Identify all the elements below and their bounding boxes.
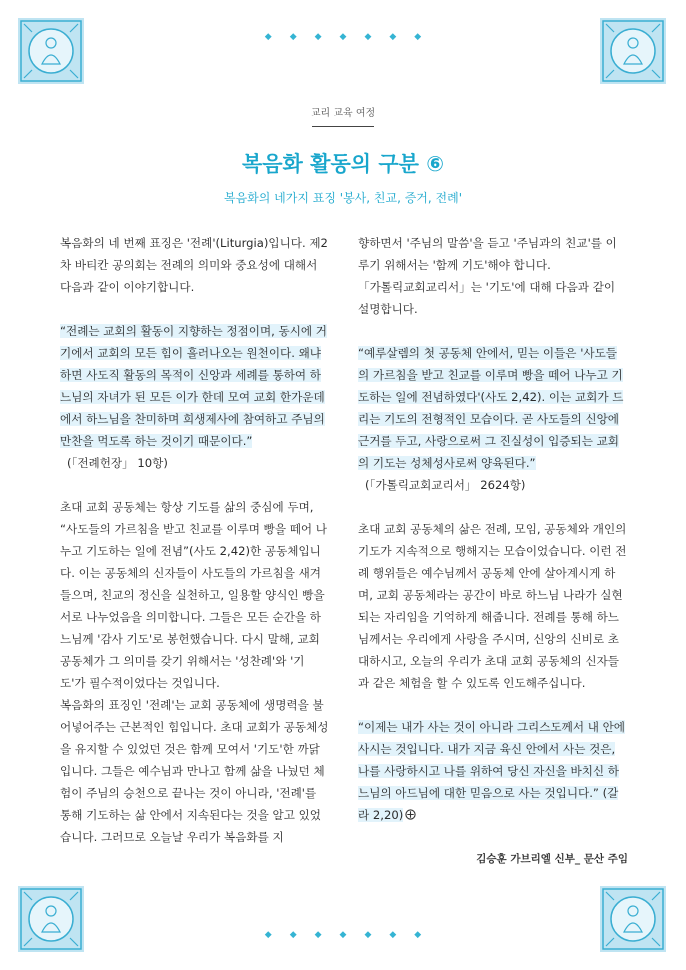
diamond-dot-icon: ◆: [414, 32, 422, 42]
top-dot-divider: [0, 32, 686, 42]
diamond-dot-icon: ◆: [264, 930, 272, 940]
paragraph: 복음화의 표징인 '전례'는 교회 공동체에 생명력을 불어넣어주는 근본적인 힘입니다. 초대 교회가 공동체성을 유지할 수 있었던 것은 함께 모여서 '기도'한 까닭입니다. 그들은 예수님과 만나고 함께 삶을 나눴던 체험이 주님의 승천으로 끝나는 것이 아니라, '전례'를 통해 기도하는 삶 안에서 지속된다는 것을 알고 있었습니다. 그러므로 오늘날 우리가 복음화를 지: [60, 698, 329, 844]
diamond-dot-icon: ◆: [314, 930, 322, 940]
cross-circle-icon: [405, 809, 416, 820]
author-byline: 김승훈 가브리엘 신부_ 문산 주임: [476, 853, 628, 865]
quote-text: “예루살렘의 첫 공동체 안에서, 믿는 이들은 '사도들의 가르침을 받고 친교를 이루며 빵을 떼어 나누고 기도하는 일에 전념하였다'(사도 2,42). 이는 교회가 드리는 기도의 전형적인 모습이다. 곧 사도들의 신앙에 근거를 두고, 사랑으로써 그 진실성이 입증되는 교회의 기도는 성체성사로써 양육된다.”: [358, 346, 624, 470]
left-column: [60, 232, 330, 848]
corner-ornament-top-left: [18, 18, 84, 84]
ornate-tile-icon: [18, 18, 84, 84]
diamond-dot-icon: ◆: [339, 930, 347, 940]
diamond-dot-icon: ◆: [364, 32, 372, 42]
diamond-dot-icon: ◆: [289, 32, 297, 42]
corner-ornament-bottom-right: [600, 886, 666, 952]
quote-text: “전례는 교회의 활동이 지향하는 정점이며, 동시에 거기에서 교회의 모든 힘이 흘러나오는 원천이다. 왜냐하면 사도직 활동의 목적이 신앙과 세례를 통하여 하느님의 자녀가 된 모든 이가 한데 모여 교회 한가운데에서 하느님을 찬미하며 희생제사에 참여하고 주님의 만찬을 먹도록 하는 것이기 때문이다.”: [60, 324, 327, 448]
diamond-dot-icon: ◆: [364, 930, 372, 940]
right-column: [358, 232, 628, 826]
diamond-dot-icon: ◆: [414, 930, 422, 940]
category-label: 교리 교육 여정: [310, 108, 376, 119]
page-subtitle: 복음화의 네가지 표징 '봉사, 친교, 증거, 전례': [224, 191, 462, 205]
quote-source: (「전례헌장」 10항): [67, 456, 168, 470]
block-quote: [60, 320, 330, 452]
diamond-dot-icon: ◆: [314, 32, 322, 42]
ornate-tile-icon: [600, 18, 666, 84]
diamond-dot-icon: ◆: [264, 32, 272, 42]
paragraph: 향하면서 '주님의 말씀'을 듣고 '주님과의 친교'를 이루기 위해서는 '함께 기도'해야 합니다.: [358, 236, 617, 272]
block-quote: [358, 716, 628, 826]
paragraph: 초대 교회 공동체의 삶은 전례, 모임, 공동체와 개인의 기도가 지속적으로 행해지는 모습이었습니다. 이런 전례 행위들은 예수님께서 공동체 안에 살아계시게 하며, 교회 공동체라는 공간이 바로 하느님 나라가 실현되는 자리임을 기억하게 해줍니다. 전례를 통해 하느님께서는 우리에게 사랑을 주시며, 신앙의 신비로 초대하시고, 오늘의 우리가 초대 교회 공동체의 신자들과 같은 체험을 할 수 있도록 인도해주십니다.: [358, 522, 627, 690]
paragraph: 복음화의 네 번째 표징은 '전례'(Liturgia)입니다. 제2차 바티칸 공의회는 전례의 의미와 중요성에 대해서 다음과 같이 이야기합니다.: [60, 236, 328, 294]
corner-ornament-bottom-left: [18, 886, 84, 952]
quote-source: (「가톨릭교회교리서」 2624항): [365, 478, 526, 492]
corner-ornament-top-right: [600, 18, 666, 84]
paragraph: 「가톨릭교회교리서」는 '기도'에 대해 다음과 같이 설명합니다.: [358, 280, 616, 316]
page-title: 복음화 활동의 구분 ⑥: [241, 152, 444, 176]
bottom-dot-divider: [0, 930, 686, 940]
quote-text: “이제는 내가 사는 것이 아니라 그리스도께서 내 안에 사시는 것입니다. 내가 지금 육신 안에서 사는 것은, 나를 사랑하시고 나를 위하여 당신 자신을 바치신 하느님의 아드님에 대한 믿음으로 사는 것입니다.” (갈라 2,20): [358, 720, 625, 822]
diamond-dot-icon: ◆: [389, 930, 397, 940]
category-underline: [312, 126, 374, 127]
diamond-dot-icon: ◆: [289, 930, 297, 940]
ornate-tile-icon: [600, 886, 666, 952]
diamond-dot-icon: ◆: [339, 32, 347, 42]
paragraph: 초대 교회 공동체는 항상 기도를 삶의 중심에 두며, “사도들의 가르침을 받고 친교를 이루며 빵을 떼어 나누고 기도하는 일에 전념”(사도 2,42)한 공동체입니다. 이는 공동체의 신자들이 사도들의 가르침을 새겨들으며, 친교의 정신을 실천하고, 일용할 양식인 빵을 서로 나누었음을 의미합니다. 그들은 모든 순간을 하느님께 '감사 기도'로 봉헌했습니다. 다시 말해, 교회 공동체가 그 의미를 갖기 위해서는 '성찬례'와 '기도'가 필수적이었다는 것입니다.: [60, 500, 327, 690]
diamond-dot-icon: ◆: [389, 32, 397, 42]
ornate-tile-icon: [18, 886, 84, 952]
block-quote: [358, 342, 628, 474]
